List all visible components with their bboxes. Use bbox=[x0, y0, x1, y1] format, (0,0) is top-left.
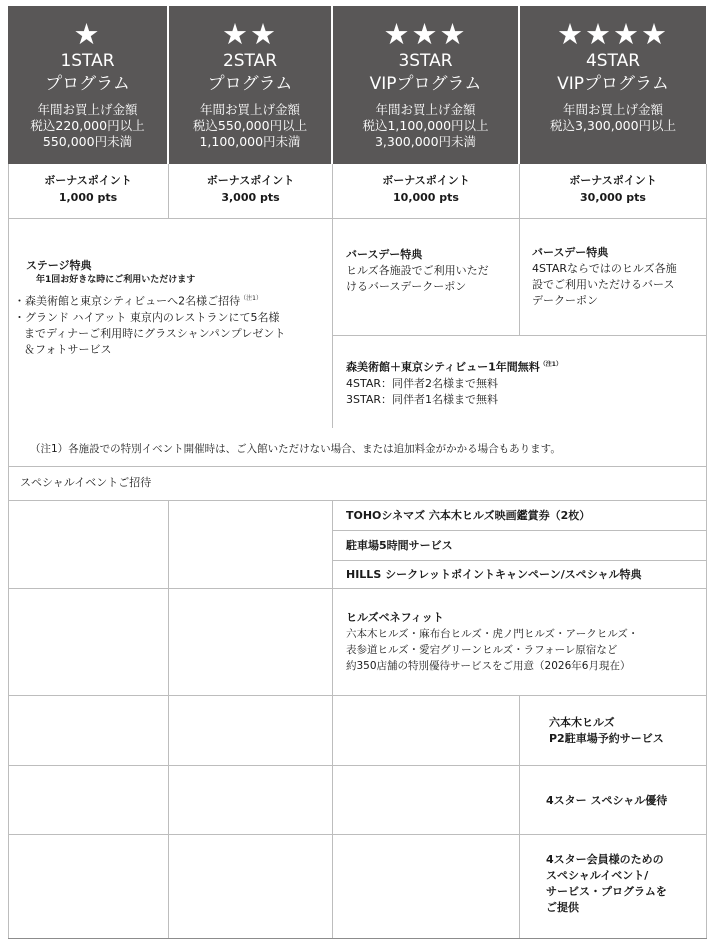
tier-header-4star bbox=[520, 6, 706, 164]
bonus-label: ボーナスポイント bbox=[44, 174, 132, 187]
perk-parking: 駐車場5時間サービス bbox=[346, 539, 453, 552]
museum-line2: 3STAR：同伴者1名様まで無料 bbox=[346, 392, 499, 406]
hills-benefit-line3: 約350店舗の特別優待サービスをご用意（2026年6月現在） bbox=[346, 660, 631, 672]
museum-free-benefit bbox=[346, 357, 704, 408]
footnote-mark: （注1） bbox=[240, 295, 262, 302]
bonus-cell-2star bbox=[169, 172, 332, 206]
perk-4star-member-events bbox=[546, 852, 704, 916]
bonus-label: ボーナスポイント bbox=[569, 174, 657, 187]
tier-header-1star bbox=[8, 6, 167, 164]
spend-title: 年間お買上げ金額 bbox=[199, 102, 300, 117]
tier-program: VIPプログラム bbox=[557, 74, 669, 94]
bonus-label: ボーナスポイント bbox=[206, 174, 295, 187]
birthday-line3: デークーポン bbox=[532, 294, 598, 307]
birthday-line1: 4STARならではのヒルズ各施 bbox=[532, 262, 677, 275]
spend-title: 年間お買上げ金額 bbox=[562, 102, 663, 117]
grid-line bbox=[706, 164, 707, 939]
star-icon: ★★ bbox=[222, 17, 278, 51]
grid-line bbox=[519, 695, 520, 939]
spend-range-line2: 550,000円未満 bbox=[42, 134, 133, 149]
tier-header-2star bbox=[169, 6, 331, 164]
member-line4: ご提供 bbox=[546, 901, 579, 914]
star-icon: ★★★ bbox=[383, 17, 468, 51]
spend-range-line1: 税込1,100,000円以上 bbox=[362, 118, 489, 133]
tier-name: 4STAR bbox=[585, 51, 641, 71]
bonus-value: 1,000 pts bbox=[58, 191, 118, 204]
grid-line bbox=[332, 500, 333, 939]
birthday-line2: 設でご利用いただけるバース bbox=[532, 278, 675, 291]
spend-title: 年間お買上げ金額 bbox=[37, 102, 138, 117]
tier-name: 1STAR bbox=[60, 51, 115, 71]
hills-benefit bbox=[346, 610, 706, 674]
perk-p2-parking bbox=[549, 715, 704, 747]
special-events-title: スペシャルイベントご招待 bbox=[20, 476, 152, 489]
spend-title: 年間お買上げ金額 bbox=[375, 102, 476, 117]
birthday-line1: ヒルズ各施設でご利用いただ bbox=[346, 264, 489, 277]
grid-line bbox=[8, 466, 707, 467]
bonus-cell-4star bbox=[520, 172, 706, 206]
birthday-benefit-4star bbox=[532, 245, 704, 309]
bonus-label: ボーナスポイント bbox=[382, 174, 470, 187]
bonus-value: 10,000 pts bbox=[393, 191, 459, 204]
p2-line1: 六本木ヒルズ bbox=[549, 716, 615, 729]
grid-line bbox=[8, 695, 707, 696]
stage-item-dinner-line3: ＆フォトサービス bbox=[24, 342, 112, 356]
footnote-mark: （注1） bbox=[539, 361, 562, 368]
grid-line bbox=[332, 530, 707, 531]
stage-item-museum: ・森美術館と東京シティビューへ2名様ご招待$^{(注1)}$ bbox=[14, 294, 262, 308]
star-icon: ★★★★ bbox=[557, 17, 669, 51]
stage-title: ステージ特典 bbox=[26, 259, 92, 272]
bonus-cell-3star bbox=[333, 172, 519, 206]
star-icon: ★ bbox=[73, 17, 102, 51]
p2-line2: P2駐車場予約サービス bbox=[549, 732, 664, 745]
tier-header-3star bbox=[333, 6, 518, 164]
tier-program: プログラム bbox=[45, 74, 130, 94]
tier-name: 3STAR bbox=[398, 51, 453, 71]
member-line2: スペシャルイベント/ bbox=[546, 869, 649, 882]
spend-range-line2: 1,100,000円未満 bbox=[199, 134, 301, 149]
grid-line bbox=[8, 500, 707, 501]
perk-4star-special: 4スター スペシャル優待 bbox=[546, 794, 668, 807]
birthday-title: バースデー特典 bbox=[532, 246, 609, 259]
footnote: （注1）各施設での特別イベント開催時は、ご入館いただけない場合、または追加料金がかかる場合もあります。 bbox=[30, 443, 561, 455]
bonus-cell-1star bbox=[8, 172, 168, 206]
bonus-value: 30,000 pts bbox=[580, 191, 646, 204]
tier-program: プログラム bbox=[207, 74, 293, 94]
grid-line bbox=[8, 588, 707, 589]
grid-line bbox=[8, 765, 707, 766]
hills-benefit-title: ヒルズベネフィット bbox=[346, 611, 444, 624]
grid-line bbox=[8, 218, 707, 219]
spend-range-line1: 税込550,000円以上 bbox=[192, 118, 308, 133]
grid-line bbox=[8, 164, 9, 939]
birthday-title: バースデー特典 bbox=[346, 248, 423, 261]
stage-subtitle: 年1回お好きな時にご利用いただけます bbox=[36, 275, 196, 285]
museum-title: 森美術館＋東京シティビュー1年間無料$^{(注1)}$ bbox=[346, 360, 562, 374]
tier-program: VIPプログラム bbox=[369, 74, 482, 94]
hills-benefit-line1: 六本木ヒルズ・麻布台ヒルズ・虎ノ門ヒルズ・アークヒルズ・ bbox=[346, 628, 639, 640]
stage-item-dinner-line1: ・グランド ハイアット 東京内のレストランにて5名様 bbox=[14, 310, 280, 324]
grid-line bbox=[332, 560, 707, 561]
grid-line bbox=[168, 500, 169, 939]
grid-line bbox=[332, 218, 333, 428]
museum-line1: 4STAR：同伴者2名様まで無料 bbox=[346, 376, 499, 390]
birthday-benefit-3star bbox=[346, 247, 516, 295]
stage-benefit bbox=[14, 258, 330, 358]
bonus-value: 3,000 pts bbox=[221, 191, 280, 204]
hills-benefit-line2: 表参道ヒルズ・愛宕グリーンヒルズ・ラフォーレ原宿など bbox=[346, 644, 618, 656]
stage-item-dinner-line2: までディナーご利用時にグラスシャンパンプレゼント bbox=[24, 326, 286, 340]
member-line1: 4スター会員様のための bbox=[546, 853, 664, 866]
tier-name: 2STAR bbox=[222, 51, 278, 71]
perk-toho-cinema: TOHOシネマズ 六本木ヒルズ映画鑑賞券（2枚） bbox=[346, 509, 591, 522]
grid-line bbox=[8, 938, 707, 939]
spend-range-line1: 税込220,000円以上 bbox=[30, 118, 145, 133]
spend-range-line2: 3,300,000円未満 bbox=[374, 134, 477, 149]
perk-hills-campaign: HILLS シークレットポイントキャンペーン/スペシャル特典 bbox=[346, 568, 642, 581]
member-line3: サービス・プログラムを bbox=[546, 885, 667, 898]
grid-line bbox=[519, 218, 520, 335]
grid-line bbox=[332, 335, 707, 336]
birthday-line2: けるバースデークーポン bbox=[346, 280, 467, 293]
grid-line bbox=[8, 834, 707, 835]
spend-range-line1: 税込3,300,000円以上 bbox=[549, 118, 677, 133]
